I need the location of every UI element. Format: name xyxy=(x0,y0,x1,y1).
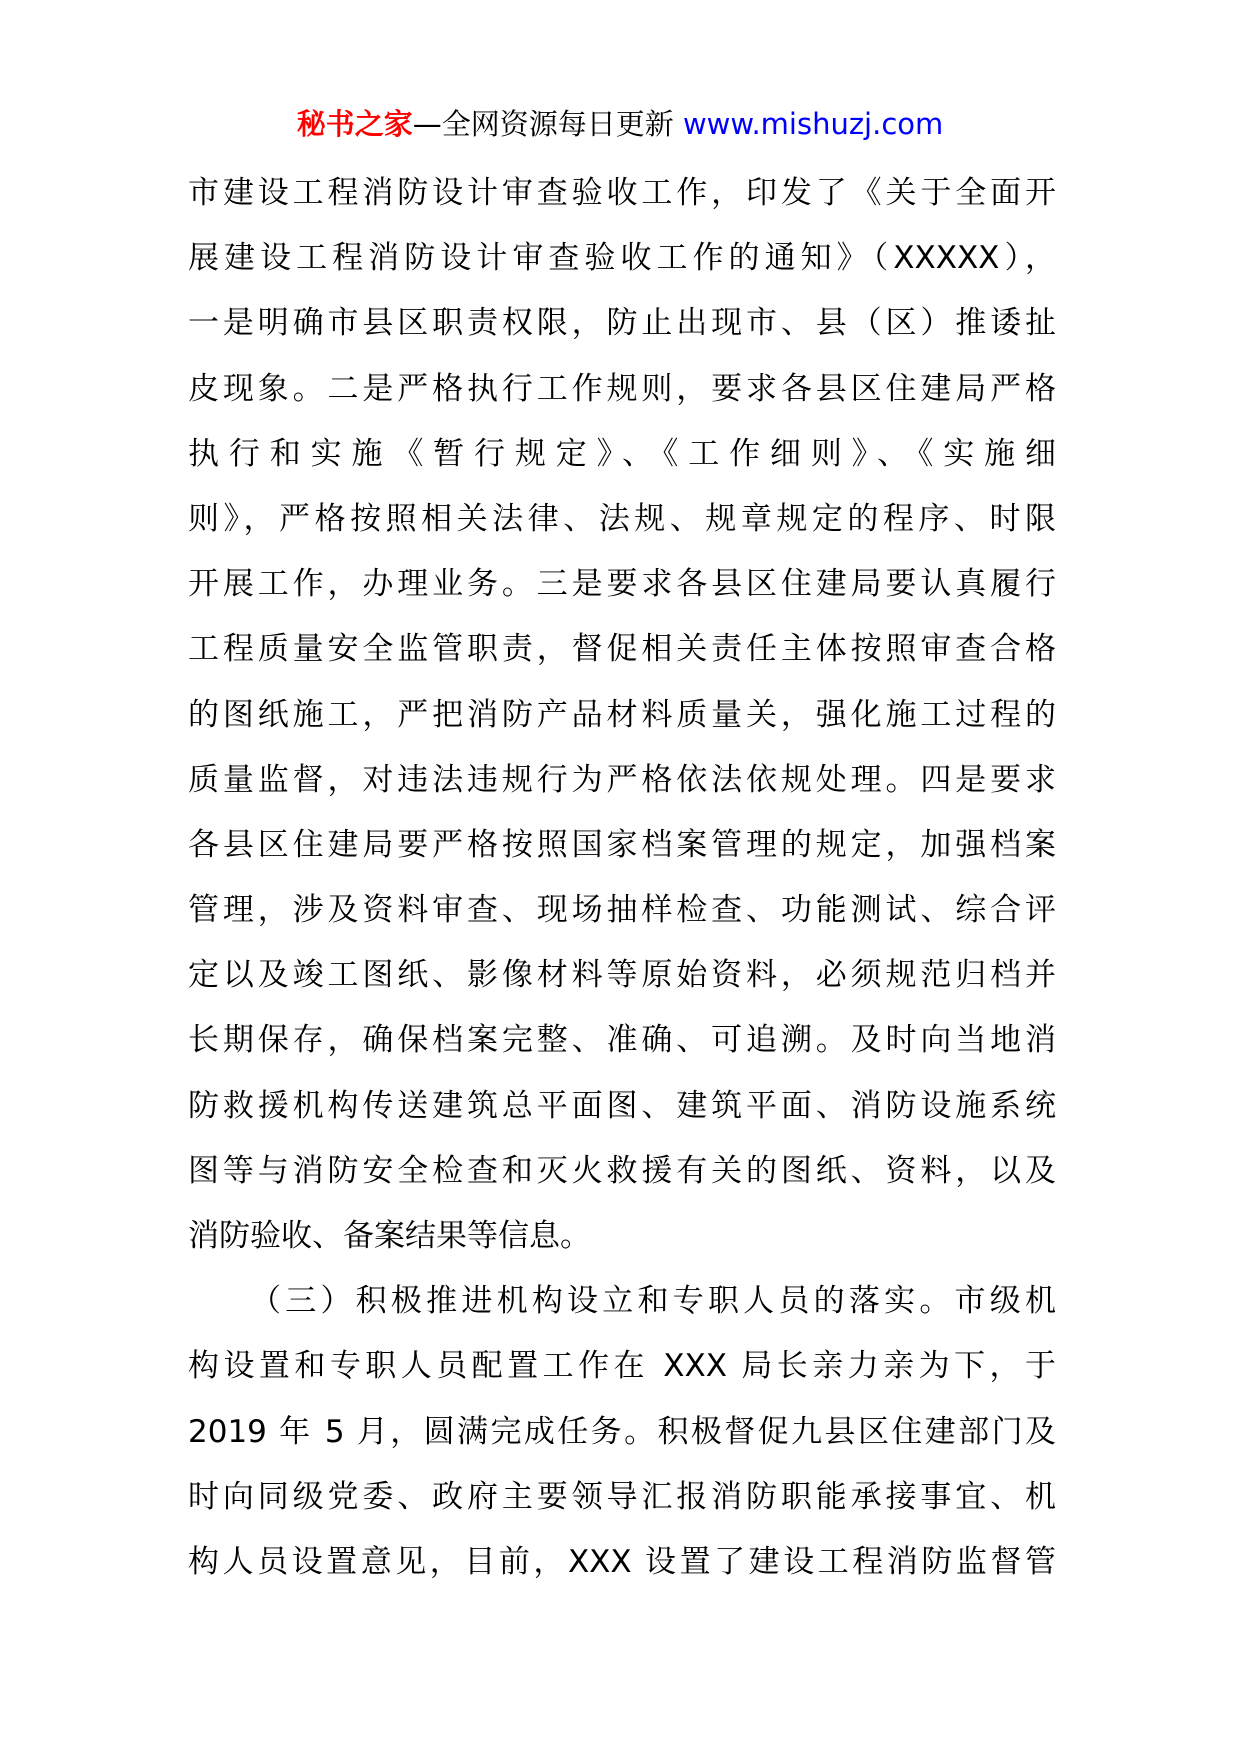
document-body xyxy=(188,161,1056,1595)
text-line: 长期保存，确保档案完整、准确、可追溯。及时向当地消 xyxy=(188,1022,1056,1059)
text-line: 工程质量安全监管职责，督促相关责任主体按照审查合格 xyxy=(188,631,1056,668)
text-line: 图等与消防安全检查和灭火救援有关的图纸、资料，以及 xyxy=(188,1152,1056,1189)
text-line: 定以及竣工图纸、影像材料等原始资料，必须规范归档并 xyxy=(188,957,1056,994)
text-line: 质量监督，对违法违规行为严格依法依规处理。四是要求 xyxy=(188,761,1056,798)
text-line: 防救援机构传送建筑总平面图、建筑平面、消防设施系统 xyxy=(188,1087,1056,1124)
header-tagline: —全网资源每日更新 xyxy=(412,107,683,141)
brand-name: 秘书之家 xyxy=(296,107,413,141)
website-url[interactable]: www.mishuzj.com xyxy=(682,107,944,141)
text-line: 皮现象。二是严格执行工作规则，要求各县区住建局严格 xyxy=(188,370,1056,407)
text-line: 一是明确市县区职责权限，防止出现市、县（区）推诿扯 xyxy=(188,305,1056,342)
text-line: 构设置和专职人员配置工作在 XXX 局长亲力亲为下，于 xyxy=(188,1348,1056,1385)
page-header xyxy=(0,102,1240,146)
text-line: 构人员设置意见，目前，XXX 设置了建设工程消防监督管 xyxy=(188,1543,1056,1580)
text-line: 开展工作，办理业务。三是要求各县区住建局要认真履行 xyxy=(188,566,1056,603)
section-heading-line: （三）积极推进机构设立和专职人员的落实。市级机 xyxy=(250,1283,1056,1320)
text-line: 的图纸施工，严把消防产品材料质量关，强化施工过程的 xyxy=(188,696,1056,733)
text-line: 则》，严格按照相关法律、法规、规章规定的程序、时限 xyxy=(188,500,1056,537)
text-line: 管理，涉及资料审查、现场抽样检查、功能测试、综合评 xyxy=(188,892,1056,929)
paragraph-end-line: 消防验收、备案结果等信息。 xyxy=(188,1218,591,1254)
text-line: 各县区住建局要严格按照国家档案管理的规定，加强档案 xyxy=(188,826,1056,863)
text-line: 2019 年 5 月，圆满完成任务。积极督促九县区住建部门及 xyxy=(188,1413,1056,1450)
text-line: 展建设工程消防设计审查验收工作的通知》（XXXXX）， xyxy=(188,240,1056,277)
text-line: 执行和实施《暂行规定》、《工作细则》、《实施细 xyxy=(188,435,1056,472)
text-line: 时向同级党委、政府主要领导汇报消防职能承接事宜、机 xyxy=(188,1478,1056,1515)
text-line: 市建设工程消防设计审查验收工作，印发了《关于全面开 xyxy=(188,175,1056,211)
